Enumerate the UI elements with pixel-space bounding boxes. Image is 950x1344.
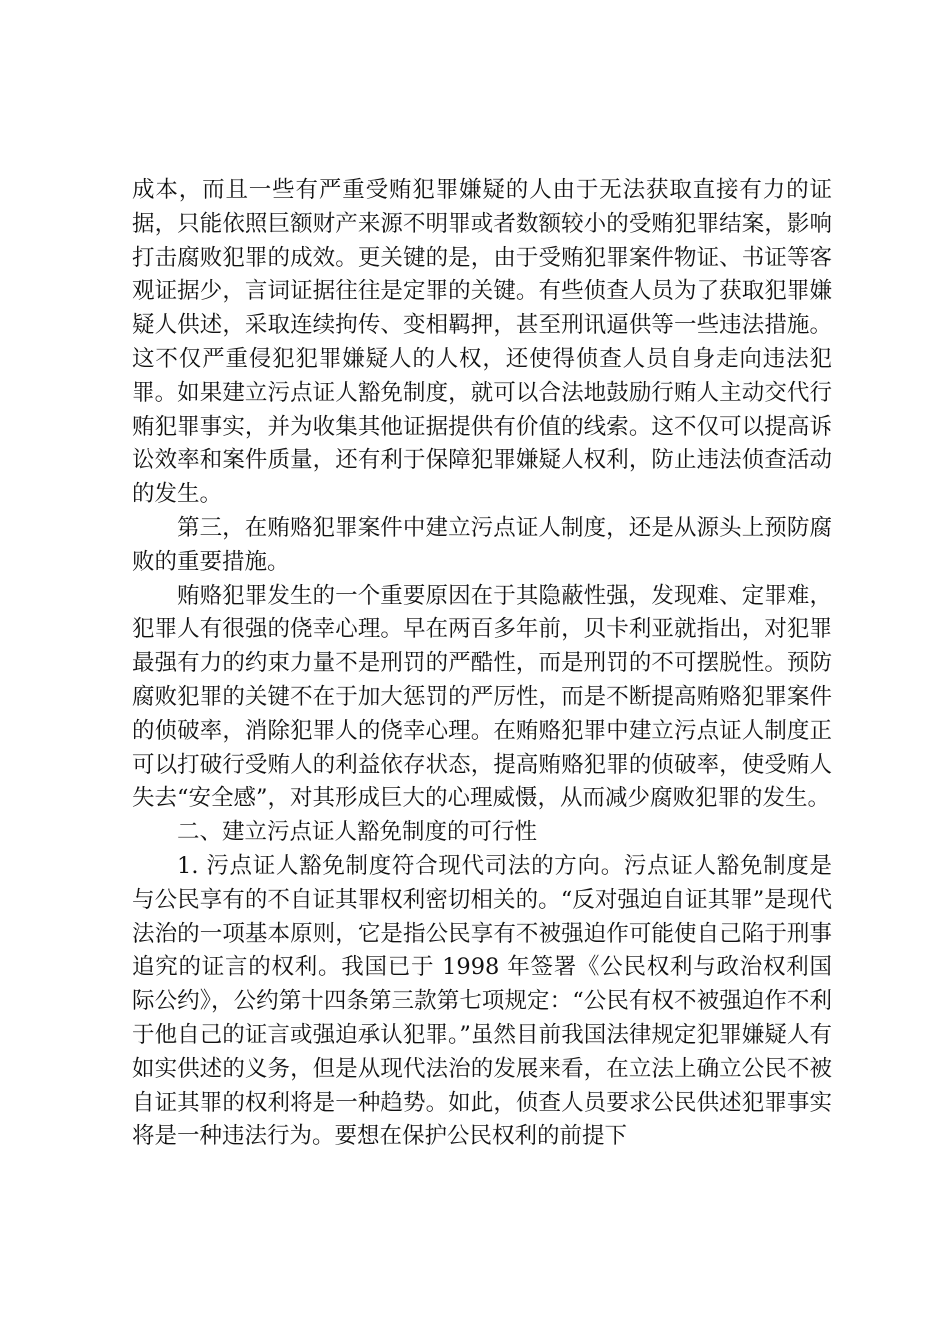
paragraph-third-point: 第三，在贿赂犯罪案件中建立污点证人制度，还是从源头上预防腐败的重要措施。 <box>132 514 832 575</box>
paragraph-continuation: 成本，而且一些有严重受贿犯罪嫌疑的人由于无法获取直接有力的证据，只能依照巨额财产来源不明罪或者数额较小的受贿犯罪结案，影响打击腐败犯罪的成效。更关键的是，由于受贿犯罪案件物证、书证等客观证据少，言词证据往往是定罪的关键。有些侦查人员为了获取犯罪嫌疑人供述，采取连续拘传、变相羁押，甚至刑讯逼供等一些违法措施。这不仅严重侵犯犯罪嫌疑人的人权，还使得侦查人员自身走向违法犯罪。如果建立污点证人豁免制度，就可以合法地鼓励行贿人主动交代行贿犯罪事实，并为收集其他证据提供有价值的线索。这不仅可以提高诉讼效率和案件质量，还有利于保障犯罪嫌疑人权利，防止违法侦查活动的发生。 <box>132 177 832 508</box>
document-page <box>132 174 832 1154</box>
paragraph-bribery-causes: 贿赂犯罪发生的一个重要原因在于其隐蔽性强，发现难、定罪难，犯罪人有很强的侥幸心理。早在两百多年前，贝卡利亚就指出，对犯罪最强有力的约束力量不是刑罚的严酷性，而是刑罚的不可摆脱性。预防腐败犯罪的关键不在于加大惩罚的严厉性，而是不断提高贿赂犯罪案件的侦破率，消除犯罪人的侥幸心理。在贿赂犯罪中建立污点证人制度正可以打破行受贿人的利益依存状态，提高贿赂犯罪的侦破率，使受贿人失去“安全感”，对其形成巨大的心理威慑，从而减少腐败犯罪的发生。 <box>132 582 832 812</box>
section-heading-feasibility: 二、建立污点证人豁免制度的可行性 <box>177 819 538 846</box>
paragraph-point-one: 1. 污点证人豁免制度符合现代司法的方向。污点证人豁免制度是与公民享有的不自证其罪权利密切相关的。“反对强迫自证其罪”是现代法治的一项基本原则，它是指公民享有不被强迫作可能使自己陷于刑事追究的证言的权利。我国已于 1998 年签署《公民权利与政治权利国际公约》，公约第十四条第三款第七项规定：“公民有权不被强迫作不利于他自己的证言或强迫承认犯罪。”虽然目前我国法律规定犯罪嫌疑人有如实供述的义务，但是从现代法治的发展来看，在立法上确立公民不被自证其罪的权利将是一种趋势。如此，侦查人员要求公民供述犯罪事实将是一种违法行为。要想在保护公民权利的前提下 <box>132 852 832 1150</box>
